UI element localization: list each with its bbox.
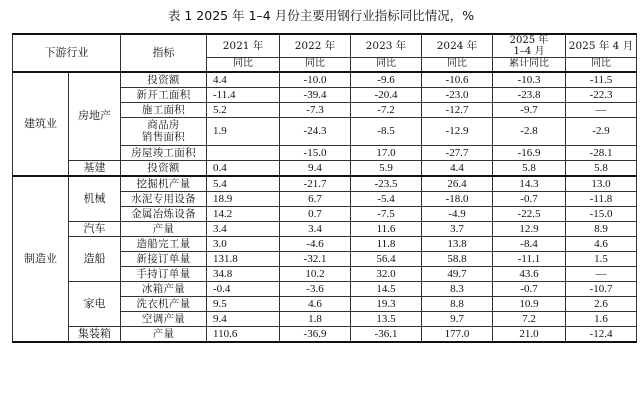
value-cell: -7.2 — [351, 102, 422, 117]
value-cell: 131.8 — [207, 251, 280, 266]
value-cell: 14.2 — [207, 206, 280, 221]
value-cell: 4.4 — [207, 72, 280, 88]
value-cell: 21.0 — [493, 326, 566, 342]
value-cell: 1.6 — [566, 311, 637, 326]
value-cell: 4.6 — [566, 236, 637, 251]
value-cell: -7.3 — [280, 102, 351, 117]
value-cell: 8.8 — [422, 296, 493, 311]
value-cell: 0.4 — [207, 160, 280, 176]
value-cell: -3.6 — [280, 281, 351, 296]
value-cell: 5.4 — [207, 176, 280, 192]
value-cell: 110.6 — [207, 326, 280, 342]
value-cell: 26.4 — [422, 176, 493, 192]
header-year-2021: 2021 年 — [207, 34, 280, 58]
header-sub: 同比 — [566, 58, 637, 72]
indicator-cell: 投资额 — [121, 160, 207, 176]
indicator-cell: 商品房 销售面积 — [121, 117, 207, 145]
group-ship: 造船 — [69, 236, 121, 281]
indicator-cell: 投资额 — [121, 72, 207, 88]
value-cell: -0.7 — [493, 191, 566, 206]
value-cell: -11.1 — [493, 251, 566, 266]
header-industry: 下游行业 — [13, 34, 121, 72]
value-cell: -32.1 — [280, 251, 351, 266]
value-cell: 10.2 — [280, 266, 351, 281]
header-year-2023: 2023 年 — [351, 34, 422, 58]
value-cell: -0.7 — [493, 281, 566, 296]
table-row — [13, 221, 637, 236]
header-sub: 同比 — [207, 58, 280, 72]
value-cell: 9.5 — [207, 296, 280, 311]
value-cell: 12.9 — [493, 221, 566, 236]
value-cell: 9.4 — [207, 311, 280, 326]
value-cell: 177.0 — [422, 326, 493, 342]
value-cell: 34.8 — [207, 266, 280, 281]
group-appliance: 家电 — [69, 281, 121, 326]
header-sub: 累计同比 — [493, 58, 566, 72]
value-cell: -7.5 — [351, 206, 422, 221]
value-cell: -12.9 — [422, 117, 493, 145]
value-cell: -27.7 — [422, 145, 493, 160]
value-cell: 1.8 — [280, 311, 351, 326]
value-cell: -15.0 — [280, 145, 351, 160]
value-cell — [207, 145, 280, 160]
value-cell: -10.7 — [566, 281, 637, 296]
value-cell: -21.7 — [280, 176, 351, 192]
table-row — [13, 160, 637, 176]
value-cell: -10.0 — [280, 72, 351, 88]
value-cell: -22.5 — [493, 206, 566, 221]
value-cell: -23.5 — [351, 176, 422, 192]
indicator-cell: 房屋竣工面积 — [121, 145, 207, 160]
value-cell: 10.9 — [493, 296, 566, 311]
value-cell: 32.0 — [351, 266, 422, 281]
value-cell: 11.6 — [351, 221, 422, 236]
value-cell: -39.4 — [280, 87, 351, 102]
value-cell: -23.8 — [493, 87, 566, 102]
indicator-cell: 洗衣机产量 — [121, 296, 207, 311]
value-cell: 5.2 — [207, 102, 280, 117]
value-cell: 58.8 — [422, 251, 493, 266]
value-cell: 56.4 — [351, 251, 422, 266]
value-cell: 13.0 — [566, 176, 637, 192]
table-title: 表 1 2025 年 1–4 月份主要用钢行业指标同比情况，% — [167, 8, 475, 23]
value-cell: 49.7 — [422, 266, 493, 281]
value-cell: -11.8 — [566, 191, 637, 206]
indicator-cell: 手持订单量 — [121, 266, 207, 281]
value-cell: -4.9 — [422, 206, 493, 221]
value-cell: -23.0 — [422, 87, 493, 102]
value-cell: 11.8 — [351, 236, 422, 251]
value-cell: -2.9 — [566, 117, 637, 145]
indicator-cell: 新开工面积 — [121, 87, 207, 102]
value-cell: -10.6 — [422, 72, 493, 88]
header-year-2025-jan-apr: 2025 年 1–4 月 — [493, 34, 566, 58]
value-cell: 3.7 — [422, 221, 493, 236]
value-cell: 14.3 — [493, 176, 566, 192]
value-cell: -9.7 — [493, 102, 566, 117]
header-sub: 同比 — [280, 58, 351, 72]
value-cell: -36.1 — [351, 326, 422, 342]
value-cell: 13.8 — [422, 236, 493, 251]
indicator-cell: 新接订单量 — [121, 251, 207, 266]
value-cell: 9.4 — [280, 160, 351, 176]
value-cell: 1.5 — [566, 251, 637, 266]
value-cell: -10.3 — [493, 72, 566, 88]
value-cell: -24.3 — [280, 117, 351, 145]
value-cell: 14.5 — [351, 281, 422, 296]
indicator-cell: 水泥专用设备 — [121, 191, 207, 206]
value-cell: -11.5 — [566, 72, 637, 88]
value-cell: 5.8 — [566, 160, 637, 176]
value-cell: -4.6 — [280, 236, 351, 251]
group-auto: 汽车 — [69, 221, 121, 236]
header-year-2022: 2022 年 — [280, 34, 351, 58]
table-row — [13, 176, 637, 192]
value-cell: -20.4 — [351, 87, 422, 102]
value-cell: 4.4 — [422, 160, 493, 176]
group-realestate: 房地产 — [69, 72, 121, 161]
group-infra: 基建 — [69, 160, 121, 176]
value-cell: 3.0 — [207, 236, 280, 251]
table-row — [13, 281, 637, 296]
value-cell: 2.6 — [566, 296, 637, 311]
value-cell: -22.3 — [566, 87, 637, 102]
group-container: 集装箱 — [69, 326, 121, 342]
value-cell: 3.4 — [207, 221, 280, 236]
value-cell: 8.9 — [566, 221, 637, 236]
value-cell: 6.7 — [280, 191, 351, 206]
table-row — [13, 236, 637, 251]
value-cell: 17.0 — [351, 145, 422, 160]
indicator-cell: 施工面积 — [121, 102, 207, 117]
indicator-cell: 金属冶炼设备 — [121, 206, 207, 221]
value-cell: -2.8 — [493, 117, 566, 145]
value-cell: 13.5 — [351, 311, 422, 326]
value-cell: — — [566, 266, 637, 281]
header-year-2024: 2024 年 — [422, 34, 493, 58]
value-cell: -12.4 — [566, 326, 637, 342]
value-cell: 3.4 — [280, 221, 351, 236]
value-cell: -28.1 — [566, 145, 637, 160]
table-row — [13, 326, 637, 342]
value-cell: — — [566, 102, 637, 117]
steel-industry-table — [12, 33, 637, 343]
value-cell: 9.7 — [422, 311, 493, 326]
indicator-cell: 挖掘机产量 — [121, 176, 207, 192]
value-cell: -0.4 — [207, 281, 280, 296]
value-cell: -18.0 — [422, 191, 493, 206]
header-sub: 同比 — [422, 58, 493, 72]
value-cell: 5.8 — [493, 160, 566, 176]
value-cell: -9.6 — [351, 72, 422, 88]
value-cell: -16.9 — [493, 145, 566, 160]
value-cell: -12.7 — [422, 102, 493, 117]
value-cell: 19.3 — [351, 296, 422, 311]
header-sub: 同比 — [351, 58, 422, 72]
value-cell: -8.5 — [351, 117, 422, 145]
value-cell: 1.9 — [207, 117, 280, 145]
group-manufacturing: 制造业 — [13, 176, 69, 342]
table-row — [13, 72, 637, 88]
value-cell: 8.3 — [422, 281, 493, 296]
indicator-cell: 产量 — [121, 326, 207, 342]
header-indicator: 指标 — [121, 34, 207, 72]
header-year-2025-apr: 2025 年 4 月 — [566, 34, 637, 58]
value-cell: 43.6 — [493, 266, 566, 281]
value-cell: 0.7 — [280, 206, 351, 221]
indicator-cell: 冰箱产量 — [121, 281, 207, 296]
value-cell: 4.6 — [280, 296, 351, 311]
value-cell: -11.4 — [207, 87, 280, 102]
value-cell: 18.9 — [207, 191, 280, 206]
indicator-cell: 空调产量 — [121, 311, 207, 326]
value-cell: 5.9 — [351, 160, 422, 176]
value-cell: -8.4 — [493, 236, 566, 251]
value-cell: 7.2 — [493, 311, 566, 326]
group-construction: 建筑业 — [13, 72, 69, 176]
value-cell: -36.9 — [280, 326, 351, 342]
group-machinery: 机械 — [69, 176, 121, 222]
indicator-cell: 造船完工量 — [121, 236, 207, 251]
value-cell: -15.0 — [566, 206, 637, 221]
value-cell: -5.4 — [351, 191, 422, 206]
indicator-cell: 产量 — [121, 221, 207, 236]
